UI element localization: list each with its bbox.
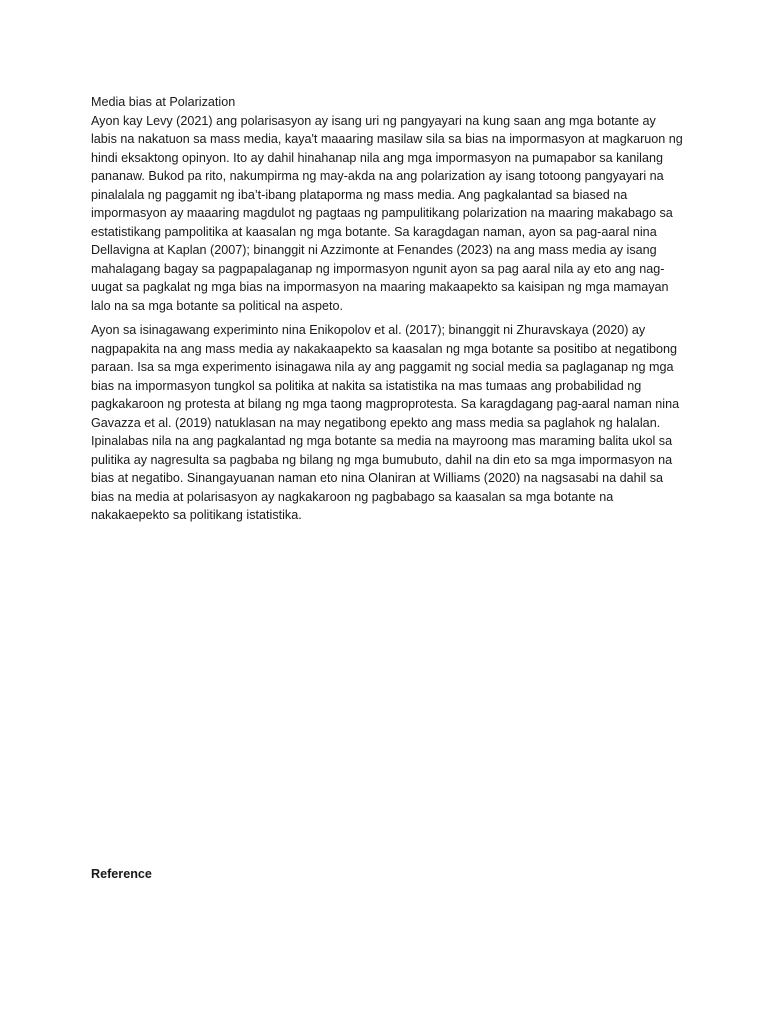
document-body — [91, 93, 683, 525]
section-heading: Media bias at Polarization — [91, 95, 236, 109]
paragraph-2: Ayon sa isinagawang experiminto nina Enikopolov et al. (2017); binanggit ni Zhuravskaya (2020) ay nagpapakita na ang mass media ay nakakaapekto sa kaasalan ng mga botante sa positibo at negatibong paraan. Isa sa mga experimento isinagawa nila ay ang paggamit ng social media sa paglaganap ng mga bias na impormasyon tungkol sa politika at nakita sa istatistika na mas tumaas ang probabilidad ng pagkakaroon ng protesta at bilang ng mga taong magproprotesta. Sa karagdagang pag-aaral naman nina Gavazza et al. (2019) natuklasan na may negatibong epekto ang mass media sa paglahok ng halalan. Ipinalabas nila na ang pagkalantad ng mga botante sa media na mayroong mas maraming balita ukol sa pulitika ay nagresulta sa pagbaba ng bilang ng mga bumubuto, dahil na din eto sa mga impormasyon na bias at negatibo. Sinangayuanan naman eto nina Olaniran at Williams (2020) na nagsasabi na dahil sa bias na media at polarisasyon ay nagkakaroon ng pagbabago sa kaasalan sa mga botante na nakakaepekto sa politikang istatistika. — [91, 323, 680, 522]
reference-heading: Reference — [91, 867, 152, 881]
paragraph-1: Ayon kay Levy (2021) ang polarisasyon ay isang uri ng pangyayari na kung saan ang mga botante ay labis na nakatuon sa mass media, kaya't maaaring masilaw sila sa bias na impormasyon at magkaruon ng hindi eksaktong opinyon. Ito ay dahil hinahanap nila ang mga impormasyon na pumapabor sa kanilang pananaw. Bukod pa rito, nakumpirma ng may-akda na ang polarization ay isang totoong pangyayari na pinalalala ng paggamit ng iba’t-ibang plataporma ng mass media. Ang pagkalantad sa biased na impormasyon ay maaaring magdulot ng pagtaas ng pampulitikang polarization na maaring makabago sa estatistikang pampolitika at kaasalan ng mga botante. Sa karagdagan naman, ayon sa pag-aaral nina Dellavigna at Kaplan (2007); binanggit ni Azzimonte at Fenandes (2023) na ang mass media ay isang mahalagang bagay sa pagpapalaganap ng impormasyon ngunit ayon sa pag aaral nila ay eto ang nag-uugat sa pagkalat ng mga bias na impormasyon na maaring makaapekto sa kaisipan ng mga mamayan lalo na sa mga botante sa political na aspeto. — [91, 113, 683, 313]
